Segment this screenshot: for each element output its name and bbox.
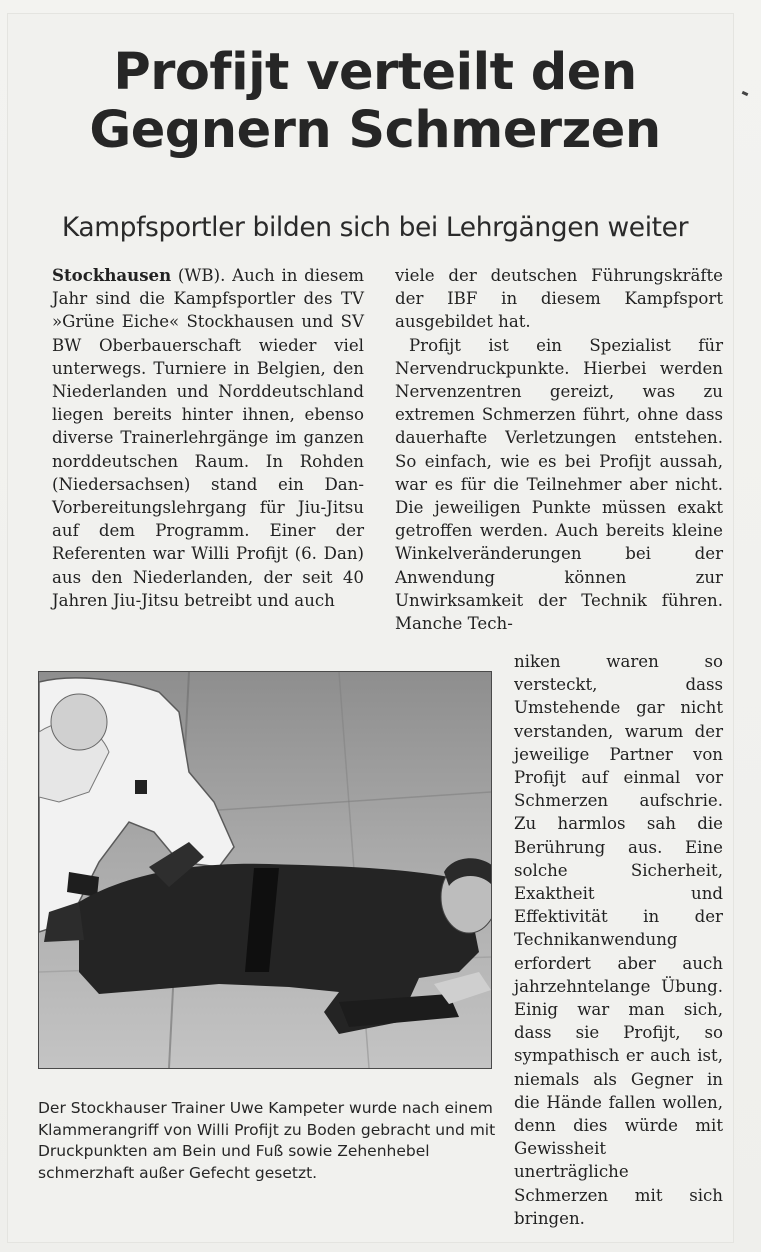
article-column-right: [395, 264, 723, 635]
paragraph-continuation-narrow: niken waren so versteckt, dass Umstehende gar nicht verstanden, warum der jeweilige Partner von Profijt auf einmal vor Schmerzen aufschrie. Zu harmlos sah die Berührung aus. Eine solche Sicherheit, Exaktheit und Effektivität in der Technikanwendung erfordert aber auch jahrzehntelange Übung. Einig war man sich, dass sie Profijt, so sympathisch er auch ist, niemals als Gegner in die Hände fallen wollen, denn dies würde mit Gewissheit unerträgliche Schmerzen mit sich bringen.: [514, 652, 723, 1228]
lead-location: Stockhausen: [52, 265, 172, 285]
subheadline: Kampfsportler bilden sich bei Lehrgängen weiter: [61, 212, 689, 243]
lead-paragraph: [52, 264, 364, 612]
lead-paragraph-text: (WB). Auch in diesem Jahr sind die Kampfsportler des TV »Grüne Eiche« Stockhausen und SV BW Oberbauerschaft wieder viel unterwegs. Turniere in Belgien, den Niederlanden und Norddeutschland liegen bereits hinter ihnen, ebenso diverse Trainerlehrgänge im ganzen norddeutschen Raum. In Rohden (Niedersachsen) stand ein Dan-Vorbereitungslehrgang für Jiu-Jitsu auf dem Programm. Einer der Referenten war Willi Profijt (6. Dan) aus den Niederlanden, der seit 40 Jahren Jiu-Jitsu betreibt und auch: [52, 266, 365, 610]
article-column-left: [52, 264, 364, 612]
photo-caption: Der Stockhauser Trainer Uwe Kampeter wurde nach einem Klammerangriff von Willi Profijt zu Boden gebracht und mit Druckpunkten am Bein und Fuß sowie Zehenhebel schmerzhaft außer Gefecht gesetzt.: [38, 1099, 496, 1182]
paragraph-continuation: viele der deutschen Führungskräfte der IBF in diesem Kampfsport ausgebildet hat.: [395, 266, 723, 332]
paragraph-nerve-points: Profijt ist ein Spezialist für Nervendruckpunkte. Hierbei werden Nervenzentren gereizt, was zu extremen Schmerzen führt, ohne dass dauerhafte Verletzungen entstehen. So einfach, wie es bei Profijt aussah, war es für die Teilnehmer aber nicht. Die jeweiligen Punkte müssen exakt getroffen werden. Auch bereits kleine Winkelveränderungen bei der Anwendung können zur Unwirksamkeit der Technik führen. Manche Tech-: [395, 335, 723, 634]
dust-speck: [742, 91, 749, 96]
article-photo: [38, 671, 492, 1069]
article-column-narrow: [514, 650, 723, 1230]
photo-jiu-jitsu-scene: [39, 672, 491, 1068]
headline: [30, 44, 720, 160]
headline-line-2: Gegnern Schmerzen: [89, 101, 661, 160]
headline-line-1: Profijt verteilt den: [113, 43, 637, 102]
